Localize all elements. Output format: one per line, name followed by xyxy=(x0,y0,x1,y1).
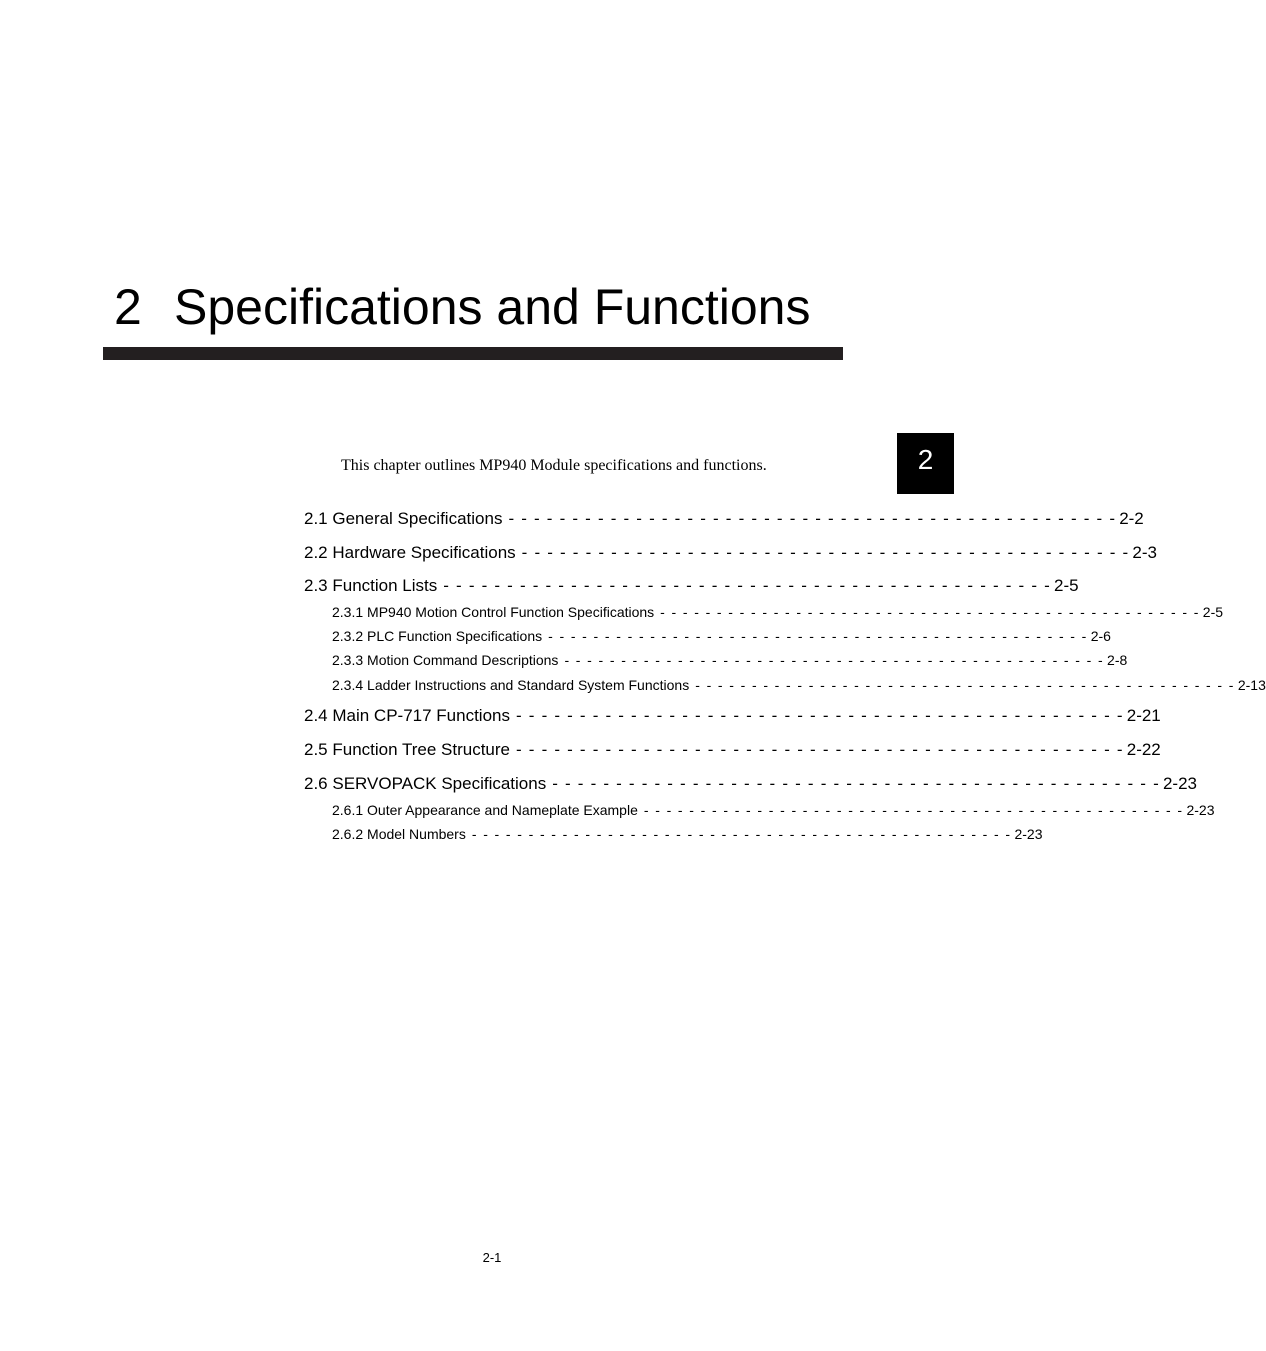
toc-leader: - - - - - - - - - - - - - - - - - - - - - - - - - - - - - - - - - - - - - - - - - - - - - - - - xyxy=(660,604,1200,620)
toc-leader: - - - - - - - - - - - - - - - - - - - - - - - - - - - - - - - - - - - - - - - - - - - - - - - - xyxy=(552,774,1160,793)
toc-entry[interactable] xyxy=(304,651,1128,669)
toc-entry-page: 2-6 xyxy=(1090,628,1111,644)
toc-entry-label: 2.6.2 Model Numbers xyxy=(332,826,466,842)
toc-entry[interactable] xyxy=(304,603,1224,621)
toc-leader: - - - - - - - - - - - - - - - - - - - - - - - - - - - - - - - - - - - - - - - - - - - - - - - - xyxy=(516,706,1124,725)
toc-entry[interactable] xyxy=(304,705,1161,727)
chapter-title xyxy=(114,277,854,337)
toc-entry-page: 2-8 xyxy=(1107,652,1128,668)
toc-leader: - - - - - - - - - - - - - - - - - - - - - - - - - - - - - - - - - - - - - - - - - - - - - - - - xyxy=(521,543,1130,562)
toc-entry-label: 2.5 Function Tree Structure xyxy=(304,740,510,759)
toc-entry-label: 2.1 General Specifications xyxy=(304,509,503,528)
toc-entry-label: 2.6.1 Outer Appearance and Nameplate Example xyxy=(332,802,638,818)
toc-entry-page: 2-23 xyxy=(1162,774,1197,793)
toc-entry[interactable] xyxy=(304,739,1161,761)
toc-leader: - - - - - - - - - - - - - - - - - - - - - - - - - - - - - - - - - - - - - - - - - - - - - - - - xyxy=(695,677,1235,693)
toc-entry[interactable] xyxy=(304,773,1197,795)
toc-entry-page: 2-13 xyxy=(1237,677,1266,693)
toc-leader: - - - - - - - - - - - - - - - - - - - - - - - - - - - - - - - - - - - - - - - - - - - - - - - - xyxy=(471,826,1012,842)
chapter-intro: This chapter outlines MP940 Module specifications and functions. xyxy=(341,457,767,474)
toc-entry[interactable] xyxy=(304,825,1043,843)
toc-entry-page: 2-5 xyxy=(1202,604,1224,620)
toc-entry-label: 2.3.1 MP940 Motion Control Function Specifications xyxy=(332,604,655,620)
toc-entry-label: 2.3.4 Ladder Instructions and Standard System Functions xyxy=(332,677,690,693)
toc-leader: - - - - - - - - - - - - - - - - - - - - - - - - - - - - - - - - - - - - - - - - - - - - - - - - xyxy=(643,802,1184,818)
toc-entry-page: 2-21 xyxy=(1126,706,1161,725)
chapter-tab: 2 xyxy=(897,433,954,494)
toc-leader: - - - - - - - - - - - - - - - - - - - - - - - - - - - - - - - - - - - - - - - - - - - - - - - - xyxy=(564,652,1105,668)
toc-entry[interactable] xyxy=(304,542,1157,564)
toc-entry-page: 2-23 xyxy=(1186,802,1215,818)
toc-entry-label: 2.3 Function Lists xyxy=(304,576,438,595)
toc-entry[interactable] xyxy=(304,676,1266,694)
toc-entry-label: 2.3.2 PLC Function Specifications xyxy=(332,628,543,644)
toc-leader: - - - - - - - - - - - - - - - - - - - - - - - - - - - - - - - - - - - - - - - - - - - - - - - - xyxy=(516,740,1124,759)
toc-entry[interactable] xyxy=(304,575,1079,597)
toc-entry-page: 2-2 xyxy=(1119,509,1144,528)
title-rule xyxy=(103,347,843,360)
toc-leader: - - - - - - - - - - - - - - - - - - - - - - - - - - - - - - - - - - - - - - - - - - - - - - - - xyxy=(548,628,1088,644)
toc-entry-label: 2.3.3 Motion Command Descriptions xyxy=(332,652,559,668)
page-number: 2-1 xyxy=(482,1250,502,1265)
toc-entry[interactable] xyxy=(304,627,1111,645)
toc-leader: - - - - - - - - - - - - - - - - - - - - - - - - - - - - - - - - - - - - - - - - - - - - - - - - xyxy=(443,576,1051,595)
toc-entry[interactable] xyxy=(304,801,1215,819)
toc-entry-page: 2-23 xyxy=(1014,826,1043,842)
chapter-number: 2 xyxy=(114,279,142,335)
toc-leader: - - - - - - - - - - - - - - - - - - - - - - - - - - - - - - - - - - - - - - - - - - - - - - - - xyxy=(508,509,1117,528)
toc-entry-page: 2-5 xyxy=(1053,576,1079,595)
toc-entry-page: 2-22 xyxy=(1126,740,1161,759)
chapter-title-text: Specifications and Functions xyxy=(174,279,811,335)
toc-entry[interactable] xyxy=(304,508,1144,530)
toc-entry-label: 2.6 SERVOPACK Specifications xyxy=(304,774,547,793)
toc-entry-page: 2-3 xyxy=(1132,543,1157,562)
toc-entry-label: 2.4 Main CP-717 Functions xyxy=(304,706,510,725)
toc-entry-label: 2.2 Hardware Specifications xyxy=(304,543,516,562)
